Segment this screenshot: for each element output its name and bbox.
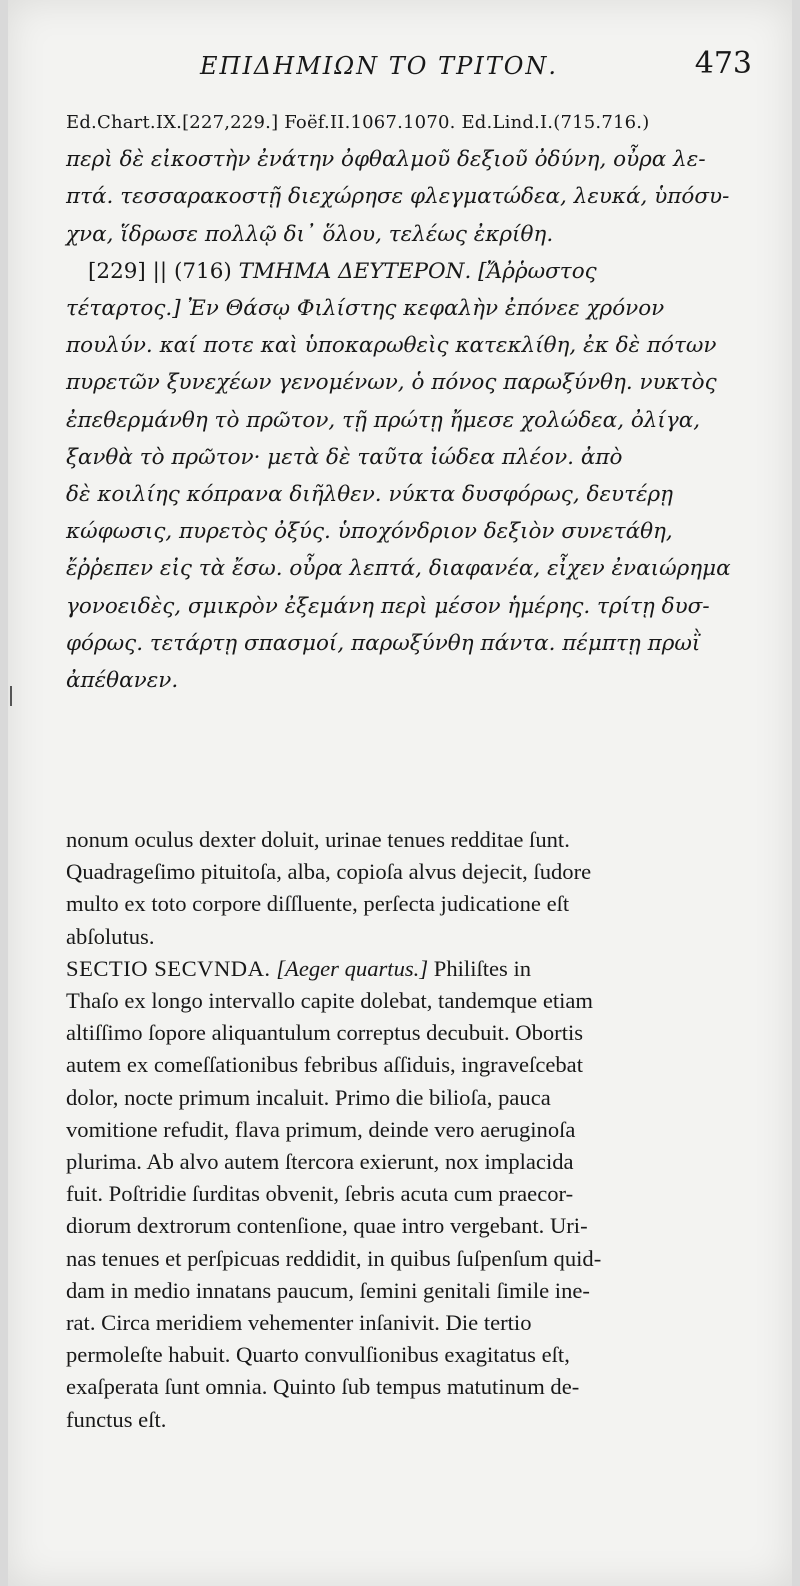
greek-line: γονοειδὲς, σμικρὸν ἐξεμάνη περὶ μέσον ἡμέρης. τρίτῃ δυσ- xyxy=(66,593,710,619)
latin-line: functus eſt. xyxy=(66,1406,167,1432)
greek-section-heading-line xyxy=(66,253,766,290)
latin-line: abſolutus. xyxy=(66,923,155,949)
latin-section-heading-line xyxy=(66,953,768,985)
latin-line: exaſperata ſunt omnia. Quinto ſub tempus matutinum de- xyxy=(66,1374,580,1400)
greek-line: δὲ κοιλίης κόπρανα διῆλθεν. νύκτα δυσφόρως, δευτέρῃ xyxy=(66,482,674,508)
latin-line: Thaſo ex longo intervallo capite dolebat, tandemque etiam xyxy=(66,988,594,1014)
latin-line: Quadrageſimo pituitoſa, alba, copioſa alvus dejecit, ſudore xyxy=(66,859,592,885)
greek-text-block xyxy=(66,104,766,699)
greek-patient-label-cont: τέταρτος.] xyxy=(66,296,181,322)
greek-line: χνα, ἵδρωσε πολλῷ δι᾽ ὅλου, τελέως ἐκρίθη. xyxy=(66,221,554,247)
greek-line: ἀπέθανεν. xyxy=(66,668,179,694)
greek-para-start: Ἐν Θάσῳ Φιλίστης κεφαλὴν ἐπόνεε χρόνον xyxy=(187,296,665,322)
running-head-title: ΕΠΙΔΗΜΙΩΝ ΤΟ ΤΡΙΤΟΝ. xyxy=(200,52,559,80)
greek-line: ἔῤῥεπεν εἰς τὰ ἔσω. οὖρα λεπτά, διαφανέα, εἶχεν ἐναιώρημα xyxy=(66,556,731,582)
greek-line: πυρετῶν ξυνεχέων γενομένων, ὁ πόνος παρωξύνθη. νυκτὸς xyxy=(66,370,717,396)
latin-line: dam in medio innatans paucum, ſemini genitali ſimile ine- xyxy=(66,1277,590,1303)
greek-line: ξανθὰ τὸ πρῶτον· μετὰ δὲ ταῦτα ἰώδεα πλέον. ἀπὸ xyxy=(66,444,623,470)
latin-line: autem ex comeſſationibus febribus aſſiduis, ingraveſcebat xyxy=(66,1052,583,1078)
greek-line: πτά. τεσσαρακοστῇ διεχώρησε φλεγματώδεα, λευκά, ὑπόσυ- xyxy=(66,184,730,210)
latin-line: dolor, nocte primum incaluit. Primo die bilioſa, pauca xyxy=(66,1084,551,1110)
latin-section-title: SECTIO SECVNDA. xyxy=(66,955,271,981)
greek-line: περὶ δὲ εἰκοστὴν ἐνάτην ὀφθαλμοῦ δεξιοῦ ὀδύνη, οὖρα λε- xyxy=(66,147,706,173)
latin-para-start: Philiſtes in xyxy=(433,955,532,981)
greek-section-ref: [229] || (716) xyxy=(88,258,232,284)
greek-line: κώφωσις, πυρετὸς ὀξύς. ὑποχόνδριον δεξιὸν συνετάθη, xyxy=(66,519,673,545)
latin-line: diorum dextrorum contenſione, quae intro vergebant. Uri- xyxy=(66,1213,588,1239)
running-head xyxy=(60,44,752,84)
greek-line: ἐπεθερμάνθη τὸ πρῶτον, τῇ πρώτῃ ἤμεσε χολώδεα, ὀλίγα, xyxy=(66,407,701,433)
latin-line: plurima. Ab alvo autem ſtercora exierunt, nox implacida xyxy=(66,1149,574,1175)
margin-mark xyxy=(10,686,12,706)
latin-line: fuit. Poſtridie ſurditas obvenit, ſebris acuta cum praecor- xyxy=(66,1181,574,1207)
latin-patient-label: [Aeger quartus.] xyxy=(276,955,429,981)
latin-line: multo ex toto corpore diſſluente, perſecta judicatione eſt xyxy=(66,891,570,917)
latin-text-block xyxy=(66,824,768,1436)
latin-line: rat. Circa meridiem vehementer inſanivit. Die tertio xyxy=(66,1310,532,1336)
latin-line: nas tenues et perſpicuas reddidit, in quibus ſuſpenſum quid- xyxy=(66,1245,602,1271)
edition-references: Ed.Chart.IX.[227,229.] Foëf.II.1067.1070. Ed.Lind.I.(715.716.) xyxy=(66,112,650,133)
greek-line xyxy=(66,290,766,327)
greek-line: πουλύν. καί ποτε καὶ ὑποκαρωθεὶς κατεκλίθη, ἐκ δὲ πότων xyxy=(66,333,717,359)
greek-section-title: ΤΜΗΜΑ ΔΕΥΤΕΡΟΝ. xyxy=(238,258,472,284)
greek-patient-label: [Ἄῤῥωστος xyxy=(478,258,597,284)
latin-line: nonum oculus dexter doluit, urinae tenues redditae ſunt. xyxy=(66,827,570,852)
book-page xyxy=(8,0,792,1586)
latin-line: permoleſte habuit. Quarto convulſionibus exagitatus eſt, xyxy=(66,1342,570,1368)
latin-line: altiſſimo ſopore aliquantulum correptus decubuit. Obortis xyxy=(66,1020,584,1046)
page-number: 473 xyxy=(694,46,752,81)
latin-line: vomitione refudit, flava primum, deinde vero aeruginoſa xyxy=(66,1116,576,1142)
greek-line: φόρως. τετάρτῃ σπασμοί, παρωξύνθη πάντα. πέμπτῃ πρωῒ xyxy=(66,630,701,656)
